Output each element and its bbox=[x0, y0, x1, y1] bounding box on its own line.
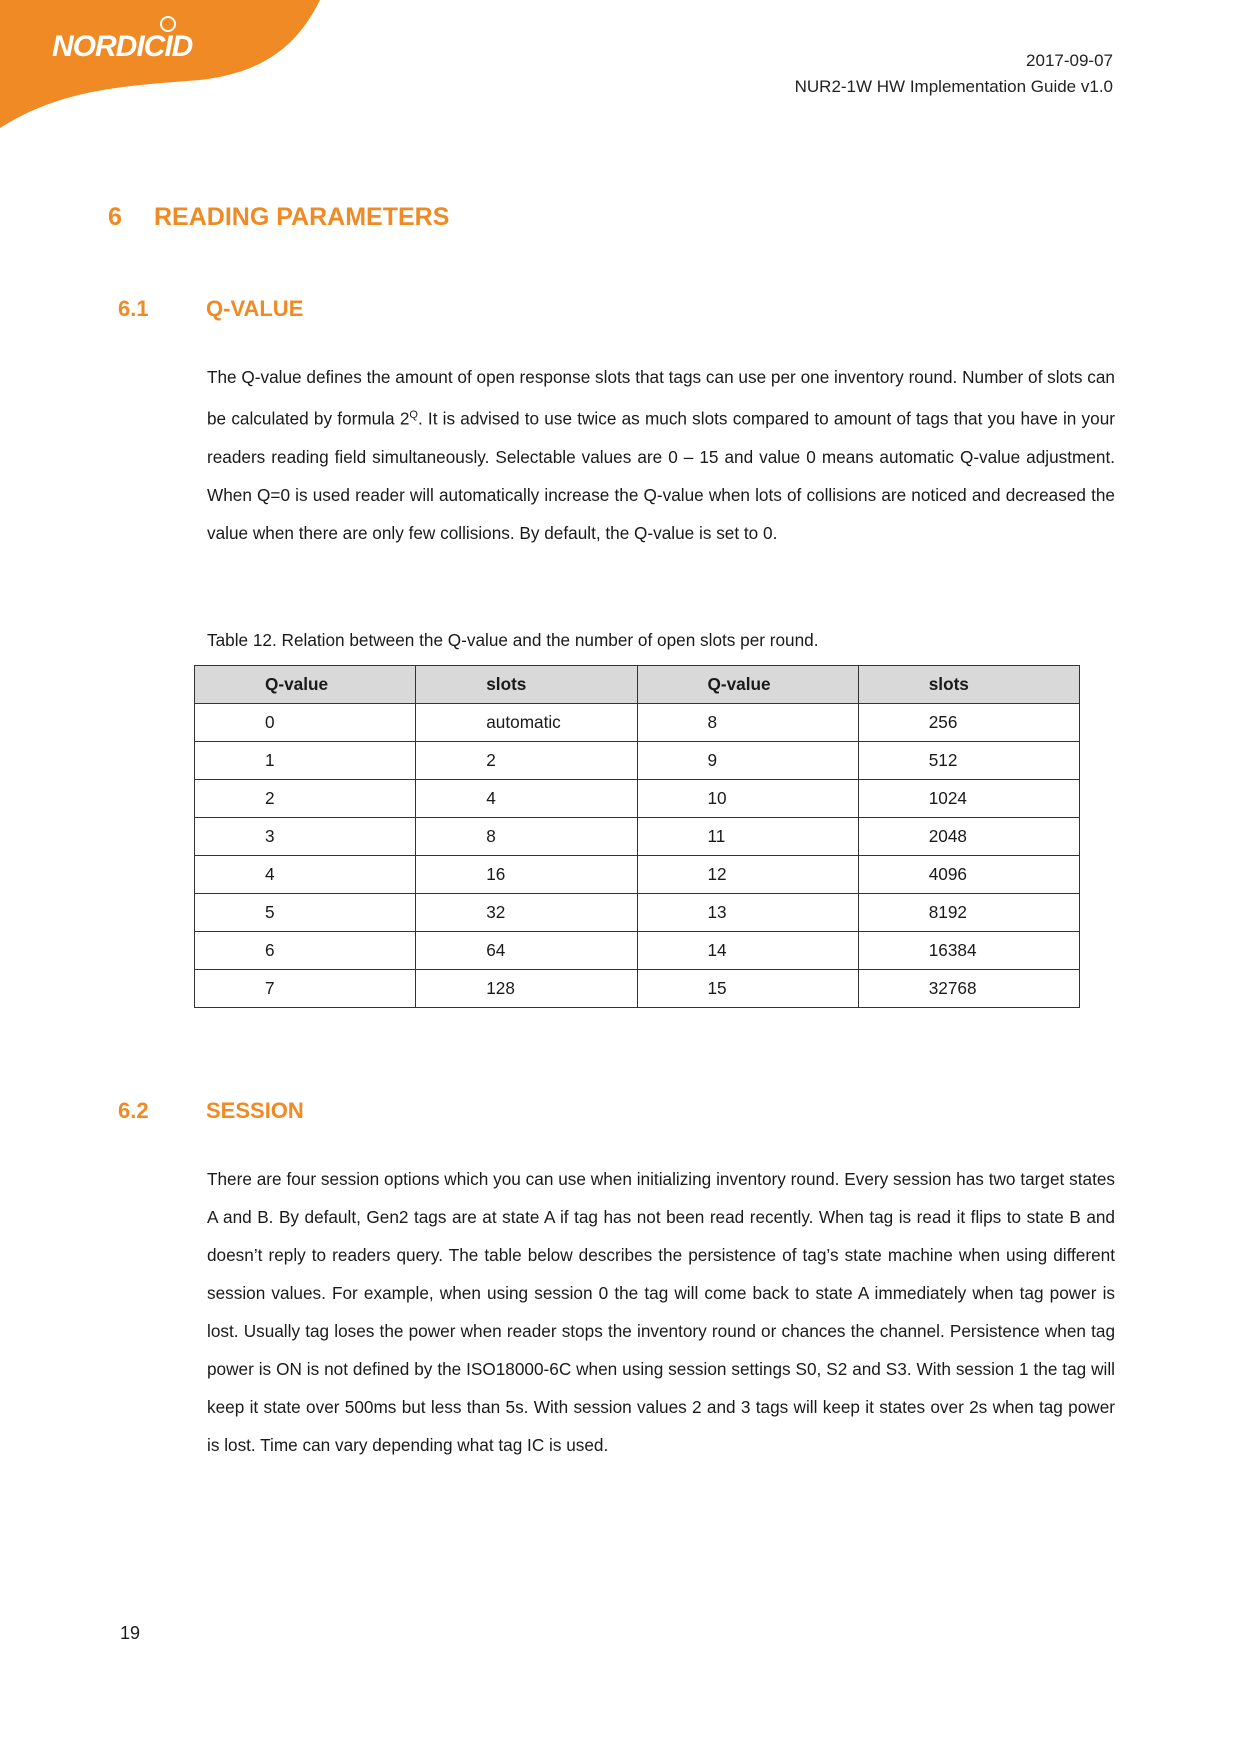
table-cell: 11 bbox=[637, 818, 858, 856]
table-cell: 14 bbox=[637, 932, 858, 970]
table-row bbox=[195, 704, 1080, 742]
subsection-number: 6.1 bbox=[118, 296, 149, 321]
subsection-heading-qvalue bbox=[118, 296, 303, 322]
page-header-info bbox=[795, 48, 1113, 100]
header-date: 2017-09-07 bbox=[1026, 51, 1113, 70]
formula-superscript: Q bbox=[409, 409, 418, 421]
subsection-heading-session bbox=[118, 1098, 304, 1124]
table-cell: 8192 bbox=[858, 894, 1079, 932]
table-cell: 5 bbox=[195, 894, 416, 932]
table-cell: 15 bbox=[637, 970, 858, 1008]
table-cell: 3 bbox=[195, 818, 416, 856]
table-cell: 4096 bbox=[858, 856, 1079, 894]
qvalue-text-part2: . It is advised to use twice as much slots compared to amount of tags that you have in your readers reading field simultaneously. Selectable values are 0 – 15 and value 0 means automatic Q-value adjustment. When Q=0 is used reader will automatically increase the Q-value when lots of collisions are noticed and decreased the value when there are only few collisions. By default, the Q-value is set to 0. bbox=[207, 408, 1115, 543]
table-cell: 2 bbox=[416, 742, 637, 780]
page-number: 19 bbox=[120, 1623, 141, 1643]
table-cell: 256 bbox=[858, 704, 1079, 742]
qvalue-text-part1: The Q-value defines the amount of open response slots that tags can use per one inventory round. Number of slots can be calculated by formula 2 bbox=[207, 367, 1115, 429]
table-row bbox=[195, 932, 1080, 970]
table-cell: 4 bbox=[416, 780, 637, 818]
table-cell: 0 bbox=[195, 704, 416, 742]
table-row bbox=[195, 780, 1080, 818]
table-cell: 64 bbox=[416, 932, 637, 970]
table-cell: 16384 bbox=[858, 932, 1079, 970]
table-cell: 8 bbox=[416, 818, 637, 856]
table-cell: 4 bbox=[195, 856, 416, 894]
table-cell: 128 bbox=[416, 970, 637, 1008]
table-cell: 9 bbox=[637, 742, 858, 780]
header-cell: slots bbox=[858, 666, 1079, 704]
table-cell: 2048 bbox=[858, 818, 1079, 856]
header-cell: Q-value bbox=[637, 666, 858, 704]
table-cell: 6 bbox=[195, 932, 416, 970]
subsection-title: Q-VALUE bbox=[206, 296, 304, 321]
company-logo: NORDICID bbox=[52, 30, 193, 63]
table-cell: 16 bbox=[416, 856, 637, 894]
table-row bbox=[195, 818, 1080, 856]
table-cell: 32 bbox=[416, 894, 637, 932]
table-cell: 512 bbox=[858, 742, 1079, 780]
header-cell: slots bbox=[416, 666, 637, 704]
header-doc-title: NUR2-1W HW Implementation Guide v1.0 bbox=[794, 77, 1113, 96]
table-cell: 1 bbox=[195, 742, 416, 780]
table-cell: 32768 bbox=[858, 970, 1079, 1008]
qvalue-slots-table bbox=[194, 665, 1080, 1008]
logo-mark-icon bbox=[160, 16, 176, 32]
table-cell: 8 bbox=[637, 704, 858, 742]
qvalue-paragraph bbox=[207, 358, 1115, 552]
section-title: READING PARAMETERS bbox=[154, 203, 450, 231]
table-caption: Table 12. Relation between the Q-value and the number of open slots per round. bbox=[207, 630, 819, 650]
table-row bbox=[195, 894, 1080, 932]
table-row bbox=[195, 742, 1080, 780]
table-cell: 12 bbox=[637, 856, 858, 894]
table-cell: 10 bbox=[637, 780, 858, 818]
table-cell: automatic bbox=[416, 704, 637, 742]
table-cell: 1024 bbox=[858, 780, 1079, 818]
table-row bbox=[195, 856, 1080, 894]
table-row bbox=[195, 970, 1080, 1008]
table-cell: 2 bbox=[195, 780, 416, 818]
subsection-number: 6.2 bbox=[118, 1098, 149, 1123]
session-paragraph: There are four session options which you can use when initializing inventory round. Every session has two target states A and B. By default, Gen2 tags are at state A if tag has not been read recently. When tag is read it flips to state B and doesn’t reply to readers query. The table below describes the persistence of tag’s state machine when using different session values. For example, when using session 0 the tag will come back to state A immediately when tag power is lost. Usually tag loses the power when reader stops the inventory round or chances the channel. Persistence when tag power is ON is not defined by the ISO18000-6C when using session settings S0, S2 and S3. With session 1 the tag will keep it state over 500ms but less than 5s. With session values 2 and 3 tags will keep it states over 2s when tag power is lost. Time can vary depending what tag IC is used. bbox=[207, 1169, 1115, 1455]
table-header-row bbox=[195, 666, 1080, 704]
section-heading bbox=[108, 203, 449, 232]
table-cell: 13 bbox=[637, 894, 858, 932]
subsection-title: SESSION bbox=[206, 1098, 304, 1123]
header-cell: Q-value bbox=[195, 666, 416, 704]
table-cell: 7 bbox=[195, 970, 416, 1008]
section-number: 6 bbox=[108, 203, 122, 231]
